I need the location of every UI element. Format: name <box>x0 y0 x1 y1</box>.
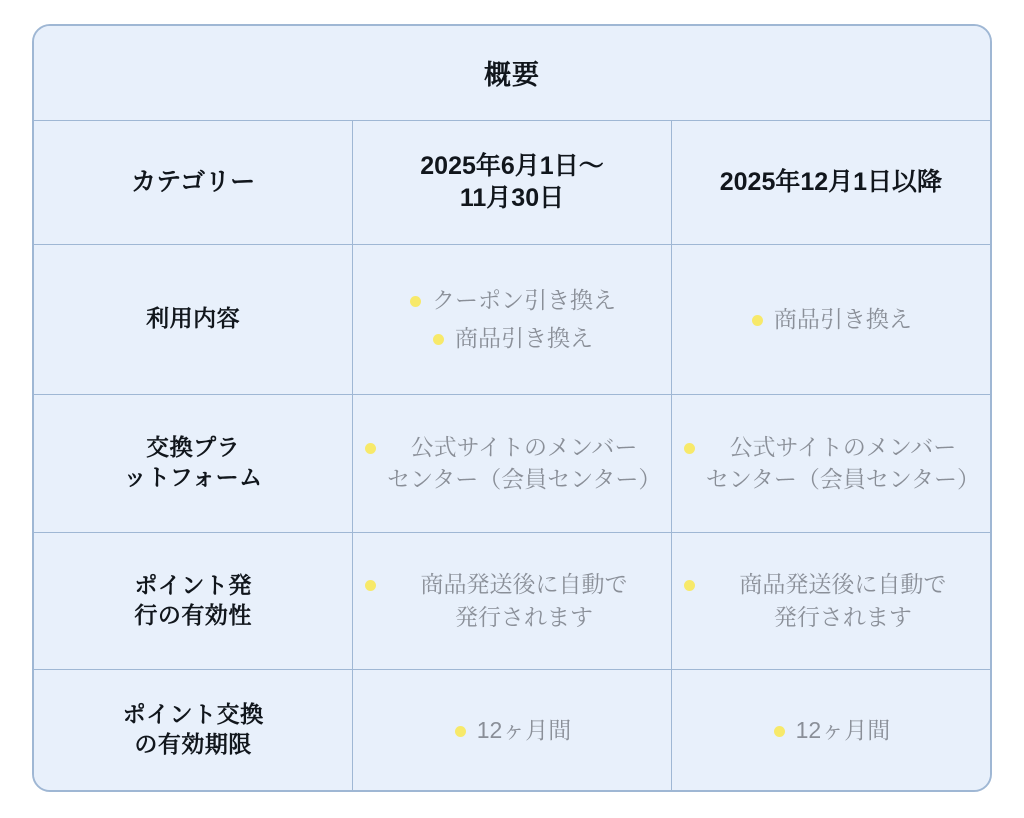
row-label-issuance-line2: 行の有効性 <box>134 601 252 628</box>
cell-issuance-period-a <box>353 532 672 669</box>
bullet-list <box>682 568 980 633</box>
column-header-period-a-line1: 2025年6月1日～ <box>420 152 604 180</box>
cell-platform-period-b <box>671 395 990 532</box>
bullet-dot-icon <box>684 443 695 454</box>
list-item <box>750 303 912 336</box>
row-label-platform-line2: ットフォーム <box>123 464 263 491</box>
column-header-period-a-line2: 11月30日 <box>459 184 565 212</box>
cell-platform-period-a <box>353 395 672 532</box>
bullet-dot-icon <box>774 726 785 737</box>
list-item-label-line1: 公式サイトのメンバー <box>729 433 957 460</box>
bullet-dot-icon <box>752 315 763 326</box>
bullet-dot-icon <box>684 580 695 591</box>
bullet-list <box>363 568 661 633</box>
bullet-dot-icon <box>365 443 376 454</box>
table-row <box>34 395 990 532</box>
list-item-label: 商品引き換え <box>454 325 593 352</box>
bullet-list <box>363 712 661 749</box>
list-item <box>363 431 661 496</box>
column-header-period-a <box>353 120 672 244</box>
table-caption-row <box>34 26 990 120</box>
list-item-label-line1: 商品発送後に自動で <box>420 571 628 598</box>
list-item <box>363 568 661 633</box>
list-item-label-line2: センター（会員センター） <box>705 466 980 493</box>
row-label-platform <box>34 395 353 532</box>
list-item <box>453 714 572 747</box>
bullet-dot-icon <box>455 726 466 737</box>
cell-expiry-period-a <box>353 669 672 790</box>
row-label-expiry-line2: の有効期限 <box>134 730 252 757</box>
row-label-platform-line1: 交換プラ <box>146 434 241 461</box>
cell-expiry-period-b <box>671 669 990 790</box>
list-item <box>772 714 891 747</box>
bullet-list <box>682 431 980 496</box>
list-item-label: 12ヶ月間 <box>795 716 891 743</box>
list-item <box>408 284 616 317</box>
list-item <box>682 431 980 496</box>
table-row <box>34 532 990 669</box>
list-item-label-line2: 発行されます <box>454 603 593 630</box>
row-label-expiry <box>34 669 353 790</box>
list-item-label: 商品引き換え <box>773 306 912 333</box>
row-label-usage: 利用内容 <box>34 244 353 395</box>
summary-table <box>34 26 990 790</box>
list-item <box>682 568 980 633</box>
table-row <box>34 669 990 790</box>
bullet-dot-icon <box>410 296 421 307</box>
list-item-label: 12ヶ月間 <box>476 716 572 743</box>
list-item-label-line1: 商品発送後に自動で <box>739 571 947 598</box>
cell-usage-period-b <box>671 244 990 395</box>
bullet-list <box>682 301 980 338</box>
summary-table-container <box>32 24 992 792</box>
list-item-label-line2: センター（会員センター） <box>387 466 662 493</box>
table-header-row <box>34 120 990 244</box>
cell-issuance-period-b <box>671 532 990 669</box>
column-header-period-b: 2025年12月1日以降 <box>671 120 990 244</box>
list-item-label-line1: 公式サイトのメンバー <box>410 433 638 460</box>
list-item-label-line2: 発行されます <box>773 603 912 630</box>
bullet-dot-icon <box>365 580 376 591</box>
table-caption: 概要 <box>34 26 990 120</box>
list-item <box>431 322 593 355</box>
row-label-issuance-line1: ポイント発 <box>134 571 252 598</box>
row-label-issuance <box>34 532 353 669</box>
bullet-dot-icon <box>433 334 444 345</box>
list-item-label: クーポン引き換え <box>431 286 616 313</box>
row-label-expiry-line1: ポイント交換 <box>122 701 264 728</box>
column-header-category: カテゴリー <box>34 120 353 244</box>
bullet-list <box>363 431 661 496</box>
bullet-list <box>363 281 661 358</box>
bullet-list <box>682 712 980 749</box>
table-row <box>34 244 990 395</box>
cell-usage-period-a <box>353 244 672 395</box>
